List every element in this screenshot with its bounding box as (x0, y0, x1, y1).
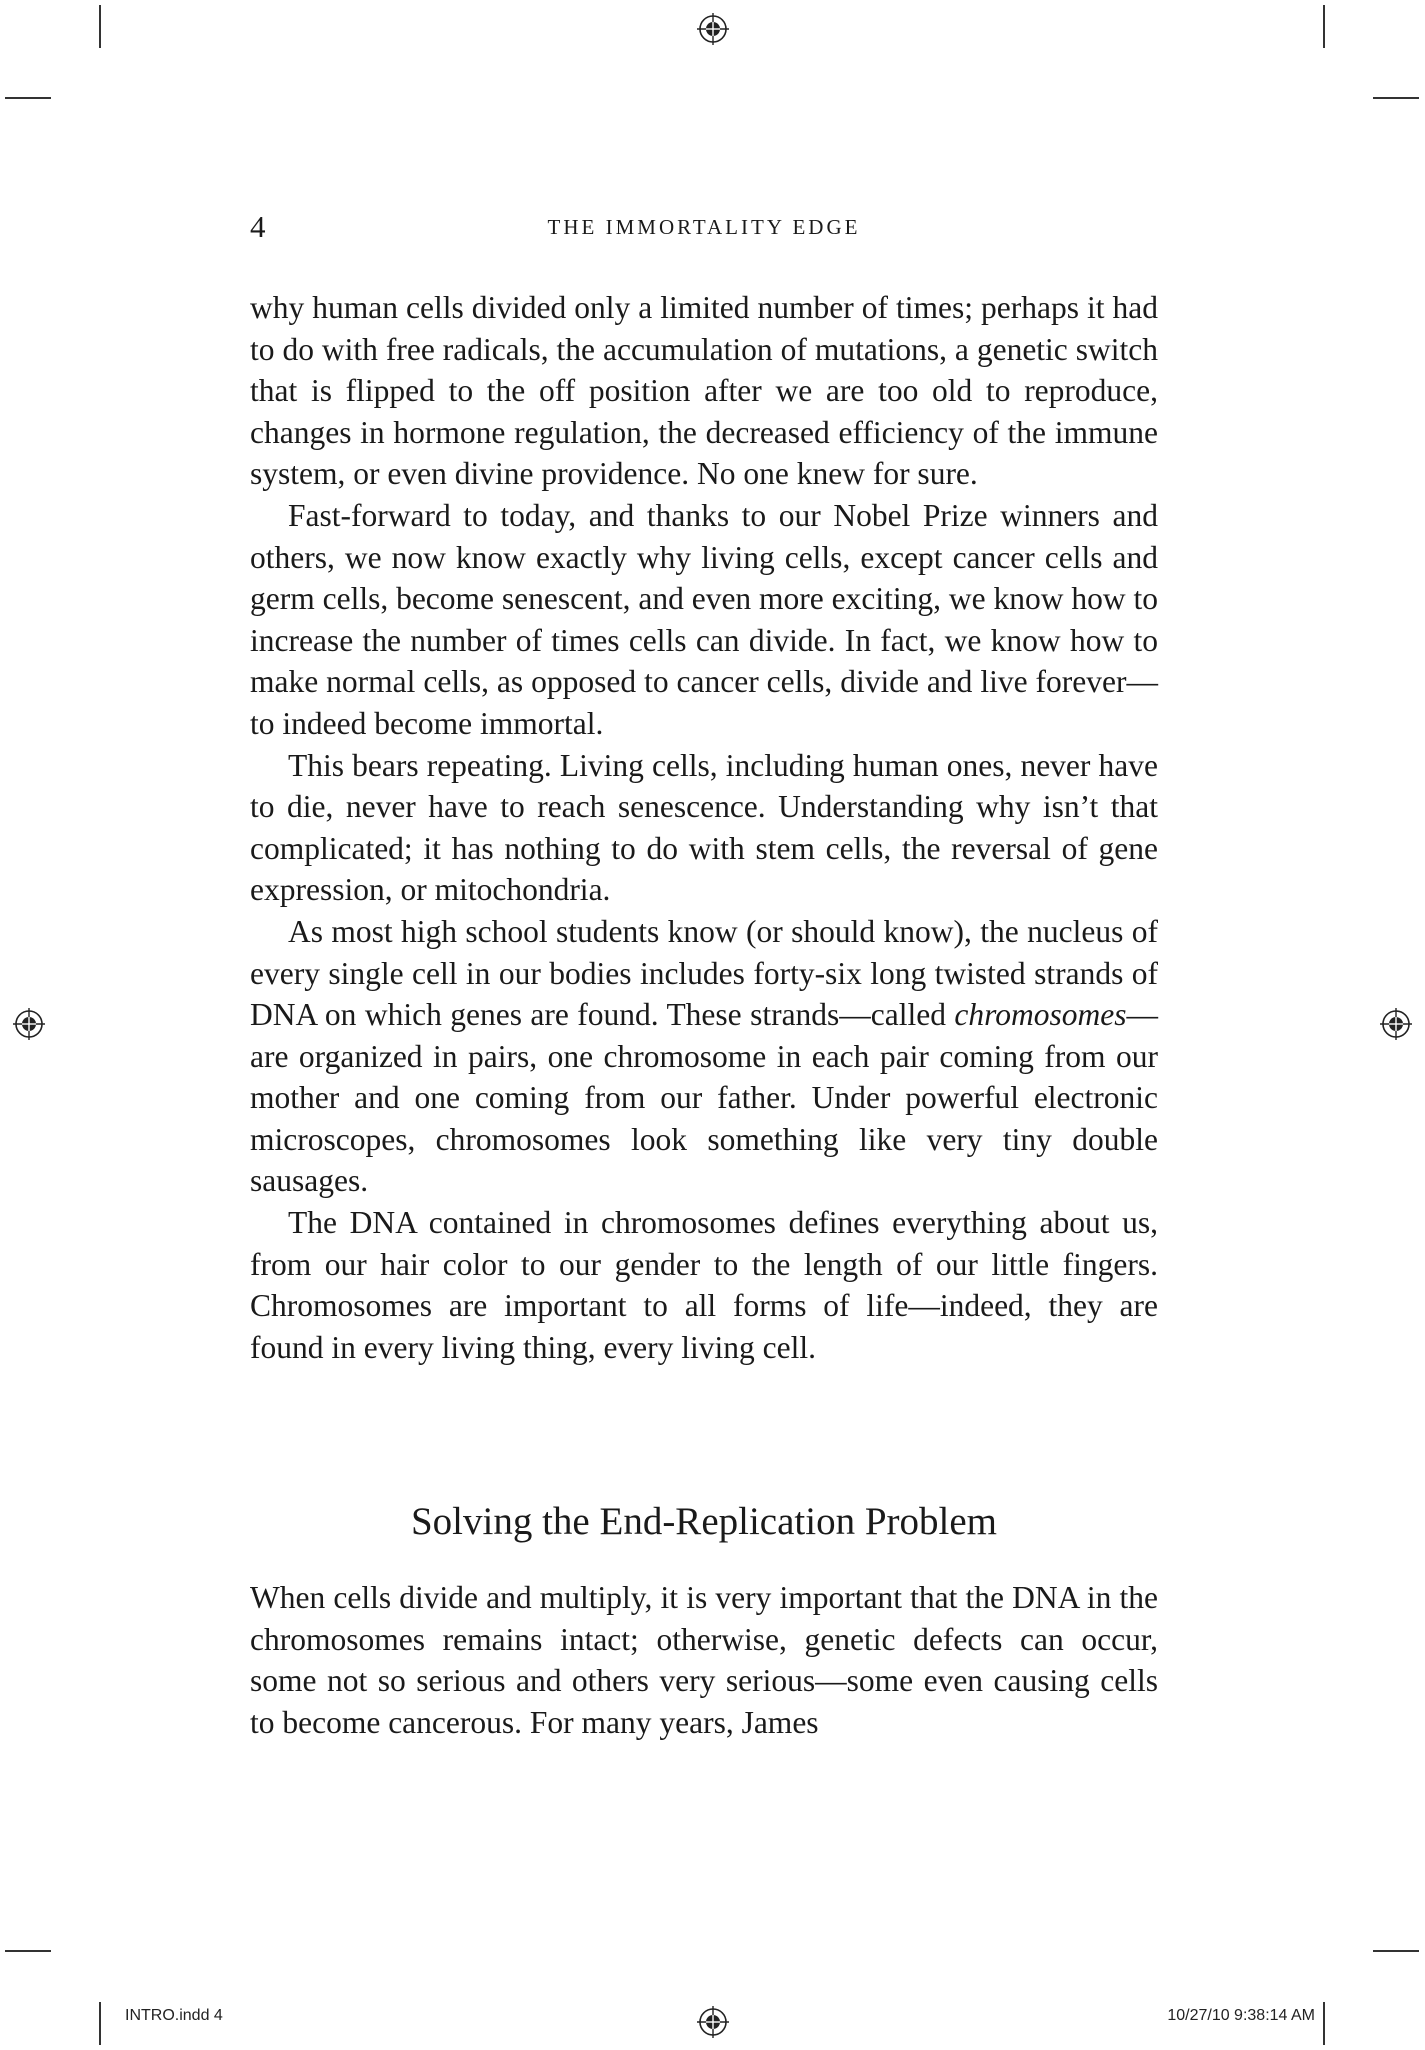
crop-mark-bottom-right (1323, 2002, 1325, 2045)
registration-mark-right-icon (1379, 1007, 1413, 1041)
crop-mark-right-top (1373, 97, 1419, 99)
crop-mark-right-bottom (1373, 1950, 1419, 1952)
paragraph: The DNA contained in chromosomes defines everything about us, from our hair color to our gender to the length of our little fingers. Chromosomes are important to all forms of life—indeed, they are found in every living thing, every living cell. (250, 1205, 1158, 1365)
running-title: THE IMMORTALITY EDGE (547, 215, 861, 239)
section-heading: Solving the End-Replication Problem (410, 1500, 997, 1543)
emphasized-term: chromosomes (954, 997, 1127, 1033)
page-number: 4 (250, 209, 266, 244)
paragraph: This bears repeating. Living cells, including human ones, never have to die, never have to reach senescence. Understanding why isn’t that complicated; it has nothing to do with stem cells, the reversal of gene expression, or mitochondria. (250, 747, 1158, 908)
paragraph: Fast-forward to today, and thanks to our Nobel Prize winners and others, we now know exactly why living cells, except cancer cells and germ cells, become senescent, and even more exciting, we know how to increase the number of times cells can divide. In fact, we know how to make normal cells, as opposed to cancer cells, divide and live forever—to indeed become immortal. (250, 497, 1158, 741)
paragraph: When cells divide and multiply, it is very important that the DNA in the chromosomes remains intact; otherwise, genetic defects can occur, some not so serious and others very serious—some even causing cells to become cancerous. For many years, James (250, 1580, 1158, 1740)
registration-mark-bottom-icon (696, 2005, 730, 2039)
registration-mark-left-icon (12, 1007, 46, 1041)
slug-file: INTRO.indd 4 (125, 2007, 223, 2024)
crop-mark-left-top (5, 97, 51, 99)
paragraph (250, 911, 1158, 1202)
running-head (250, 210, 1158, 244)
body-text (250, 287, 1158, 1368)
paragraph-text: —are organized in pairs, one chromosome in each pair coming from our mother and one coming from our father. Under powerful electronic microscopes, chromosomes look something like very tiny double sausages. (250, 997, 1158, 1199)
crop-mark-top-right (1323, 5, 1325, 48)
slug-timestamp: 10/27/10 9:38:14 AM (1167, 2007, 1315, 2024)
registration-mark-top-icon (696, 12, 730, 46)
crop-mark-left-bottom (5, 1950, 51, 1952)
crop-mark-bottom-left (99, 2002, 101, 2045)
crop-mark-top-left (99, 5, 101, 48)
section-body-text (250, 1577, 1158, 1743)
paragraph: why human cells divided only a limited number of times; perhaps it had to do with free radicals, the accumulation of mutations, a genetic switch that is flipped to the off position after we are too old to reproduce, changes in hormone regulation, the decreased efficiency of the immune system, or even divine providence. No one knew for sure. (250, 290, 1158, 492)
paragraph-text: As most high school students know (or should know), the nucleus of every single cell in our bodies includes forty-six long twisted strands of DNA on which genes are found. These strands—called (250, 913, 1158, 1033)
